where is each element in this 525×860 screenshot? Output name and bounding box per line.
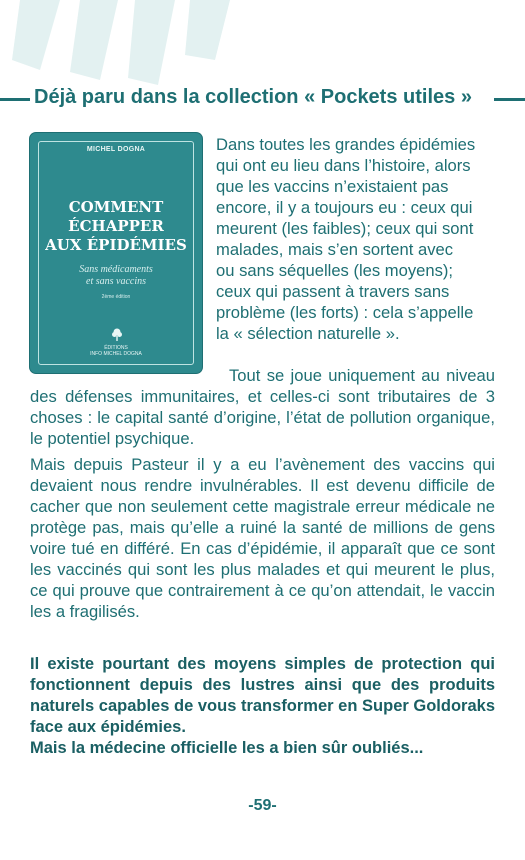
book-subtitle-line: Sans médicaments (79, 264, 153, 275)
book-cover (30, 133, 202, 373)
book-title-line: ÉCHAPPER (68, 217, 164, 235)
paragraph-line: la « sélection naturelle ». (216, 324, 400, 343)
book-title-line: COMMENT (68, 198, 164, 216)
book-edition: 2ème édition (101, 294, 131, 300)
decorative-stripes (0, 0, 260, 90)
paragraph-conclusion: Mais la médecine officielle les a bien sûr oubliés... (30, 739, 424, 757)
paragraph-line: que les vaccins n’existaient pas (216, 177, 449, 196)
book-subtitle-line: et sans vaccins (86, 276, 146, 287)
paragraph-line: qui ont eu lieu dans l’histoire, alors (216, 156, 471, 175)
paragraph-line: meurent (les faibles); ceux qui sont (216, 219, 474, 238)
tree-logo-icon (111, 328, 123, 342)
heading-rule-left (0, 98, 30, 101)
book-title-line: AUX ÉPIDÉMIES (45, 236, 187, 254)
book-cover-frame (38, 141, 194, 365)
book-publisher-line: ÉDITIONS (104, 345, 128, 351)
paragraph-vaccines: Mais depuis Pasteur il y a eu l’avènement des vaccins qui devaient nous rendre invulnérables. Il est devenu difficile de cacher que non seulement cette magistrale erreur médicale ne protège pas, mais qu’elle a ruiné la santé de millions de gens voire tué en différé. En cas d’épidémie, il apparaît que ce sont les vaccinés qui sont les plus malades et qui meurent le plus, ce qui prouve que contrairement à ce qu’on attendait, le vaccin les a fragilisés. (30, 455, 495, 621)
paragraph-line: ceux qui passent à travers sans (216, 282, 450, 301)
page-number: -59- (248, 797, 277, 814)
book-publisher-line: INFO MICHEL DOGNA (90, 351, 142, 357)
book-title (39, 198, 193, 255)
paragraph-immune: Tout se joue uniquement au niveau des défenses immunitaires, et celles-ci sont tributaires de 3 choses : le capital santé d’origine, l’état de pollution organique, le potentiel psychique. (30, 366, 495, 448)
section-heading (0, 82, 525, 112)
book-publisher (39, 345, 193, 357)
book-author: MICHEL DOGNA (86, 146, 146, 153)
paragraph-line: Dans toutes les grandes épidémies (216, 135, 476, 154)
paragraph-line: encore, il y a toujours eu : ceux qui (216, 198, 473, 217)
heading-title: Déjà paru dans la collection « Pockets utiles » (34, 86, 472, 108)
paragraph-intro (216, 134, 495, 344)
paragraph-protection: Il existe pourtant des moyens simples de protection qui fonctionnent depuis des lustres ainsi que des produits naturels capables de vous transformer en Super Goldoraks face aux épidémies. (30, 655, 495, 736)
book-subtitle (39, 264, 193, 288)
paragraph-line: problème (les forts) : cela s’appelle (216, 303, 474, 322)
paragraph-line: malades, mais s’en sortent avec (216, 240, 454, 259)
paragraph-line: ou sans séquelles (les moyens); (216, 261, 454, 280)
heading-rule-right (494, 98, 525, 101)
